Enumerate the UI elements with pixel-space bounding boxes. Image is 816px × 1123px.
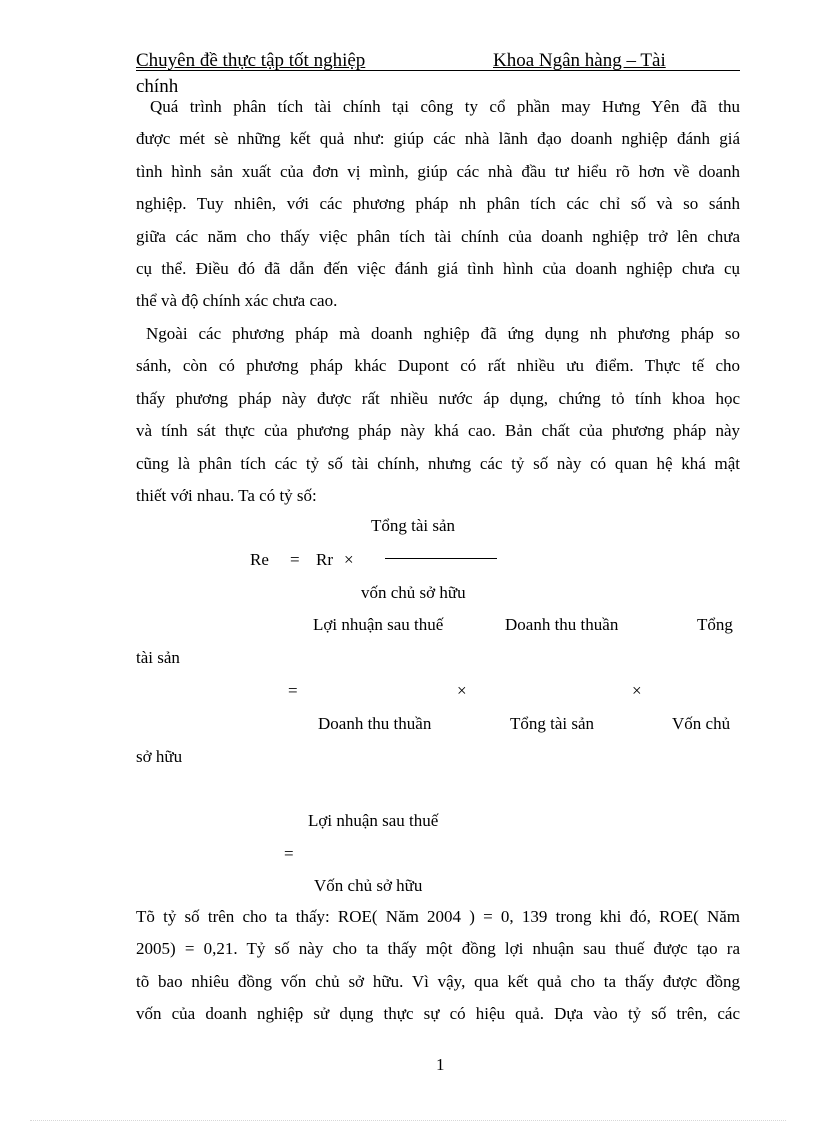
formula2-numerator-3: Tổng [697, 615, 733, 634]
paragraph-line: sánh, còn có phương pháp khác Dupont có rất nhiều ưu điểm. Thực tế cho [136, 356, 740, 376]
formula2-numerator-2: Doanh thu thuần [505, 615, 619, 634]
formula2-denominator-3: Vốn chủ [672, 714, 731, 733]
formula3-equals: = [284, 844, 294, 863]
paragraph-1 [136, 91, 740, 318]
formula1-times: × [344, 550, 354, 569]
paragraph-line: tình hình sản xuất của đơn vị mình, giúp các nhà đầu tư hiểu rõ hơn về doanh [136, 161, 740, 181]
formula2-times-1: × [457, 681, 467, 700]
formula2-denominator-2: Tổng tài sản [510, 714, 595, 733]
formula2-denominator-3-wrap: sở hữu [136, 747, 183, 766]
formula1-fraction-bar [385, 558, 497, 559]
paragraph-line: và tính sát thực của phương pháp này khá cao. Bản chất của phương pháp này [136, 421, 740, 441]
formula2-denominator-1: Doanh thu thuần [318, 714, 432, 733]
formula1-denominator: vốn chủ sở hữu [361, 583, 466, 602]
paragraph-2 [136, 318, 740, 512]
formula3-denominator: Vốn chủ sở hữu [314, 876, 423, 895]
header-department-continuation: chính [136, 76, 179, 97]
page-number: 1 [436, 1055, 445, 1074]
paragraph-line: Tõ tỷ số trên cho ta thấy: ROE( Năm 2004 ) = 0, 139 trong khi đó, ROE( Năm [136, 907, 740, 926]
paragraph-line: tõ bao nhiêu đồng vốn chủ sở hữu. Vì vậy, qua kết quả cho ta thấy được đồng [136, 971, 740, 991]
paragraph-line: cũng là phân tích các tỷ số tài chính, nhưng các tỷ số này có quan hệ khá mật [136, 453, 740, 473]
paragraph-line: cụ thể. Điều đó đã dẫn đến việc đánh giá tình hình của doanh nghiệp chưa cụ [136, 258, 740, 278]
paragraph-line: thể và độ chính xác chưa cao. [136, 291, 338, 311]
paragraph-line: giữa các năm cho thấy việc phân tích tài chính của doanh nghiệp trở lên chưa [136, 226, 740, 246]
header-title: Chuyên đề thực tập tốt nghiệp [136, 50, 366, 71]
formula1-numerator: Tổng tài sản [371, 516, 456, 535]
formula2-times-2: × [632, 681, 642, 700]
paragraph-line: vốn của doanh nghiệp sử dụng thực sự có hiệu quả. Dựa vào tỷ số trên, các [136, 1004, 740, 1024]
paragraph-line: nghiệp. Tuy nhiên, với các phương pháp nh phân tích các chỉ số và so sánh [136, 194, 740, 214]
formula1-rr: Rr [316, 550, 333, 569]
formula1-equals: = [290, 550, 300, 569]
paragraph-3 [136, 901, 740, 1031]
paragraph-line: 2005) = 0,21. Tỷ số này cho ta thấy một đồng lợi nhuận sau thuế được tạo ra [136, 939, 740, 959]
header-department: Khoa Ngân hàng – Tài [493, 50, 666, 71]
page-bottom-border [30, 1120, 786, 1121]
paragraph-line: thấy phương pháp này được rất nhiều nước áp dụng, chứng tỏ tính khoa học [136, 388, 740, 408]
formula2-numerator-1: Lợi nhuận sau thuế [313, 615, 444, 634]
formula3-numerator: Lợi nhuận sau thuế [308, 811, 439, 830]
paragraph-line: thiết với nhau. Ta có tỷ số: [136, 485, 317, 505]
paragraph-line: được mét sè những kết quả như: giúp các nhà lãnh đạo doanh nghiệp đánh giá [136, 129, 740, 149]
paragraph-line: Ngoài các phương pháp mà doanh nghiệp đã ứng dụng nh phương pháp so [146, 324, 740, 343]
formula2-equals: = [288, 681, 298, 700]
formula2-numerator-3-wrap: tài sản [136, 648, 180, 667]
header-rule [136, 70, 740, 71]
formula1-lhs: Re [250, 550, 269, 569]
paragraph-line: Quá trình phân tích tài chính tại công ty cổ phần may Hưng Yên đã thu [150, 97, 740, 116]
